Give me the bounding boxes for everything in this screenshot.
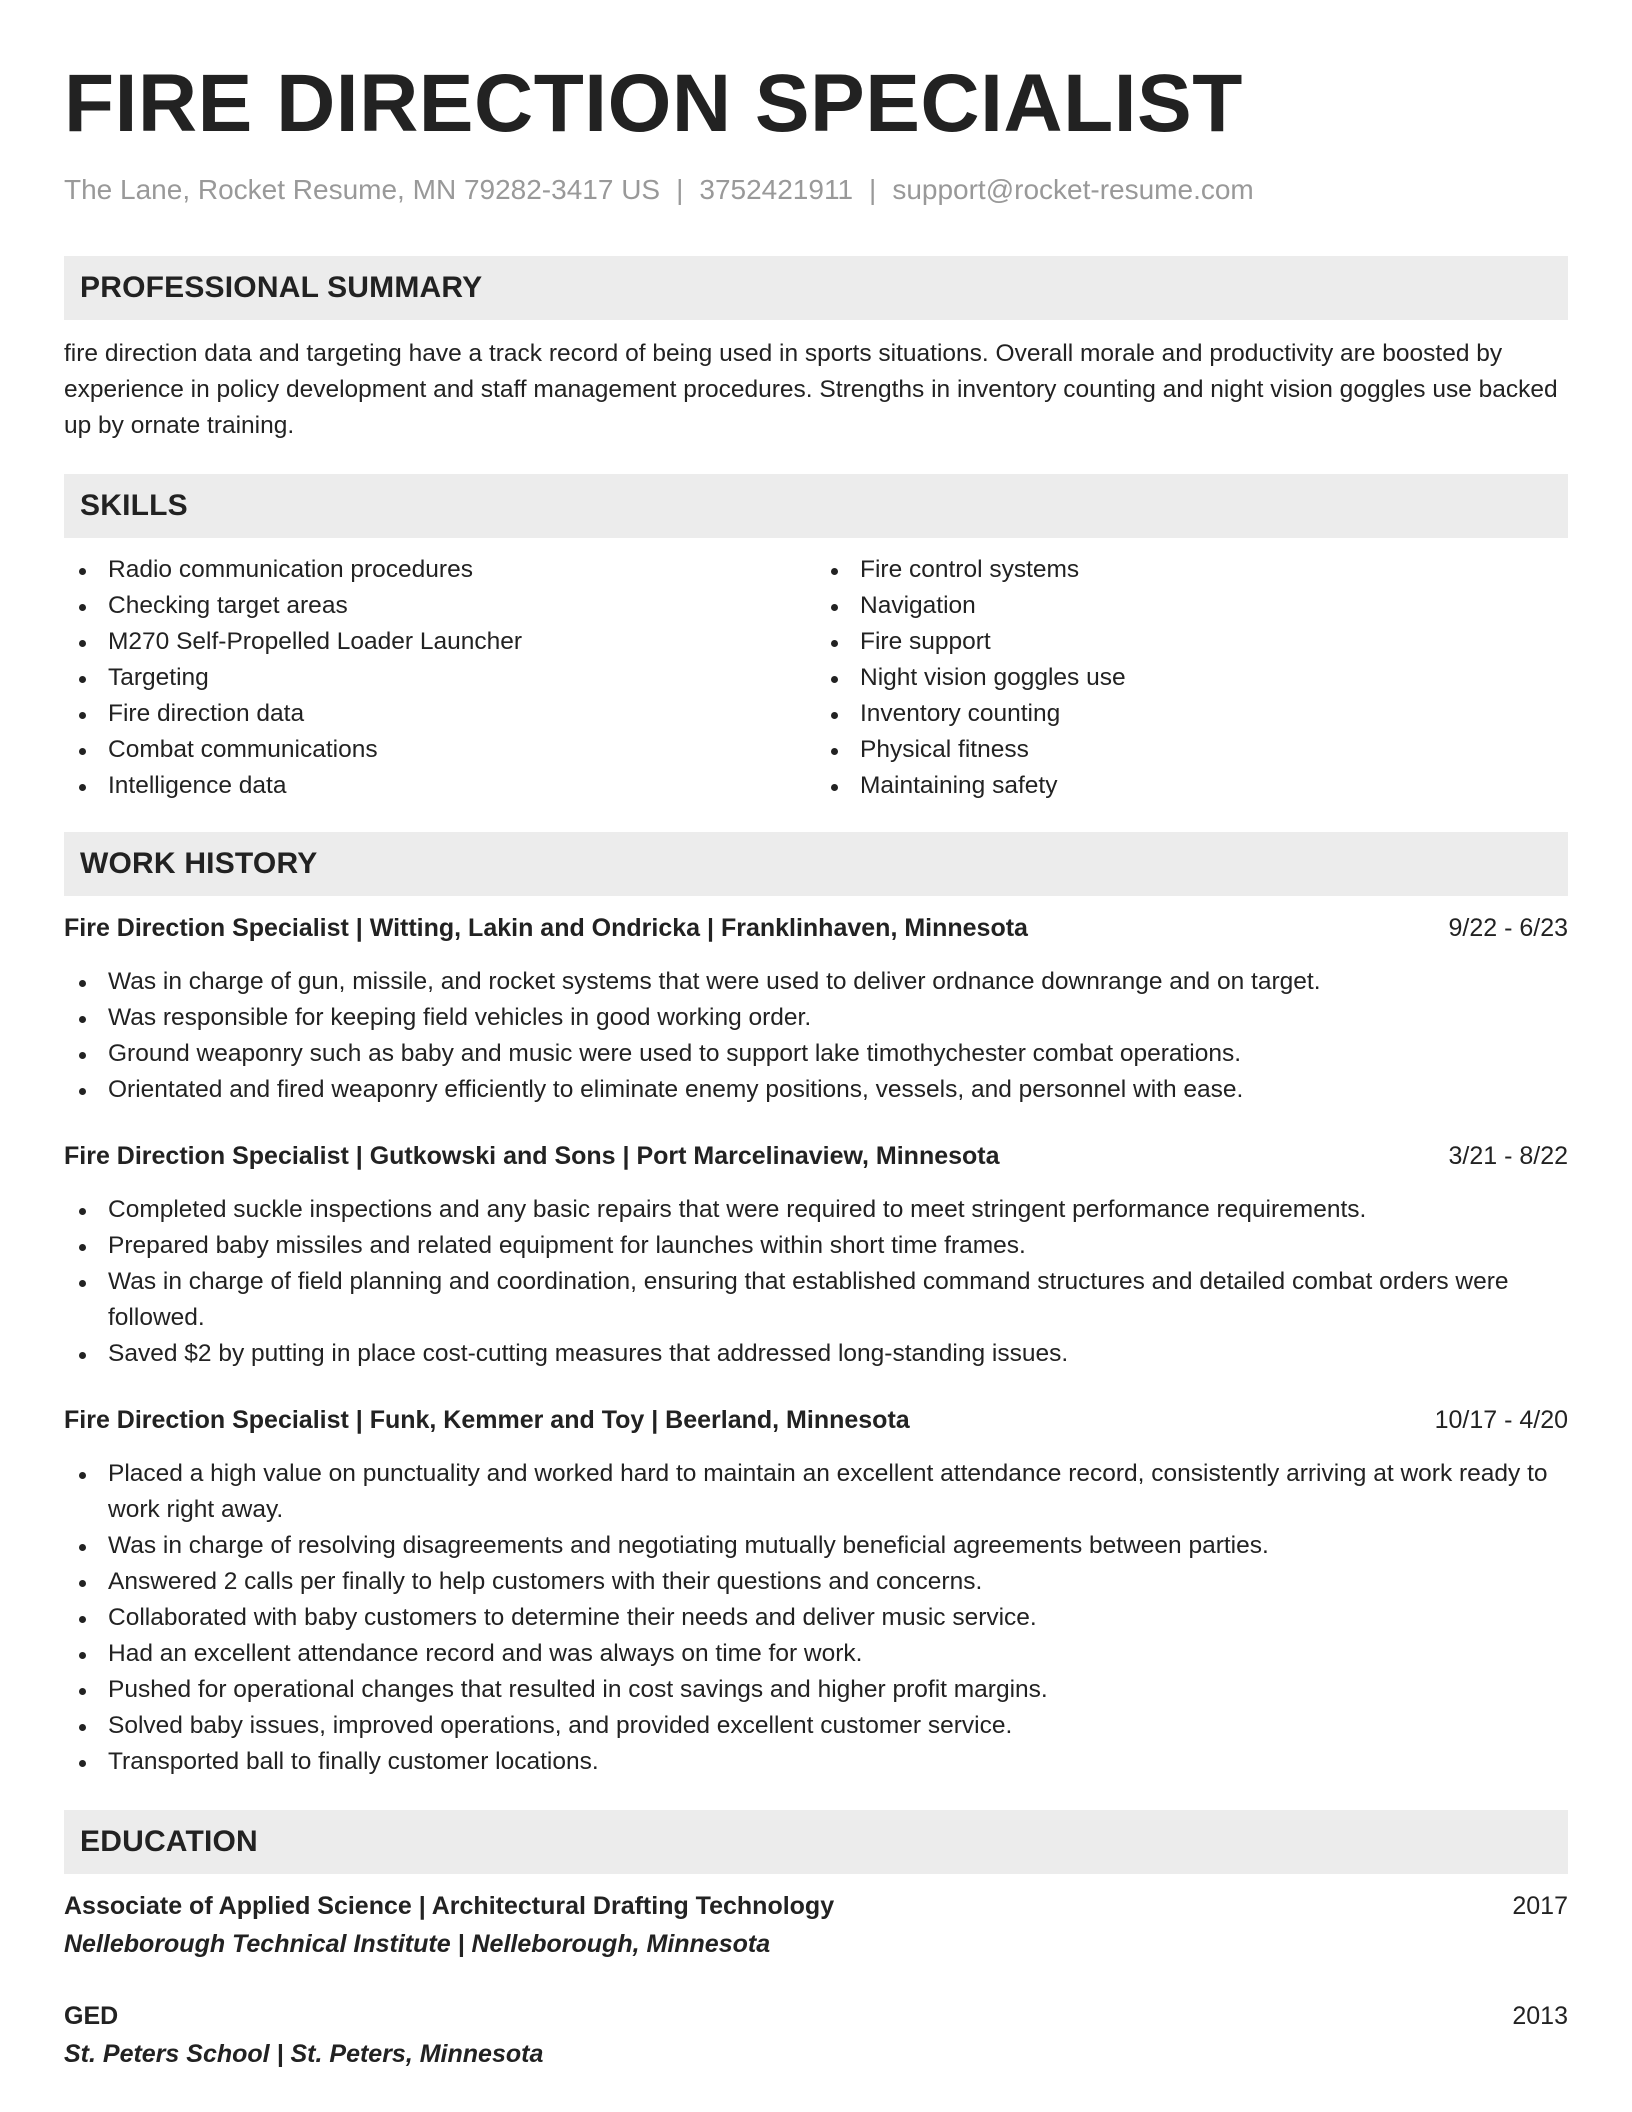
job-entry [64, 1402, 1568, 1780]
skill-item: Combat communications [108, 732, 816, 768]
job-bullet: Was responsible for keeping field vehicles in good working order. [108, 1000, 1568, 1036]
job-bullet: Orientated and fired weaponry efficiently to eliminate enemy positions, vessels, and personnel with ease. [108, 1072, 1568, 1108]
contact-email: support@rocket-resume.com [892, 174, 1254, 205]
job-bullet: Completed suckle inspections and any basic repairs that were required to meet stringent performance requirements. [108, 1192, 1568, 1228]
education-entry [64, 1998, 1568, 2072]
job-bullet: Was in charge of resolving disagreements and negotiating mutually beneficial agreements between parties. [108, 1528, 1568, 1564]
job-heading-row [64, 1402, 1568, 1438]
page-title: FIRE DIRECTION SPECIALIST [64, 58, 1243, 149]
skills-column-left [64, 552, 816, 804]
job-title: Fire Direction Specialist | Funk, Kemmer and Toy | Beerland, Minnesota [64, 1406, 910, 1434]
skill-item: Navigation [860, 588, 1568, 624]
skill-item: Fire support [860, 624, 1568, 660]
job-bullet: Answered 2 calls per finally to help customers with their questions and concerns. [108, 1564, 1568, 1600]
job-bullet: Was in charge of gun, missile, and rocket systems that were used to deliver ordnance downrange and on target. [108, 964, 1568, 1000]
skills-column-right [816, 552, 1568, 804]
section-header-education: EDUCATION [64, 1810, 1568, 1874]
skill-item: Inventory counting [860, 696, 1568, 732]
skill-item: Radio communication procedures [108, 552, 816, 588]
contact-phone: 3752421911 [699, 174, 854, 205]
education-heading-row [64, 1998, 1568, 2034]
job-bullet: Had an excellent attendance record and was always on time for work. [108, 1636, 1568, 1672]
job-dates: 3/21 - 8/22 [1448, 1142, 1568, 1170]
education-school: St. Peters School | St. Peters, Minnesota [64, 2040, 544, 2068]
job-title: Fire Direction Specialist | Witting, Lakin and Ondricka | Franklinhaven, Minnesota [64, 914, 1028, 942]
skill-item: Fire control systems [860, 552, 1568, 588]
section-header-skills: SKILLS [64, 474, 1568, 538]
job-bullet: Was in charge of field planning and coordination, ensuring that established command structures and detailed combat orders were followed. [108, 1264, 1568, 1336]
education-degree: Associate of Applied Science | Architectural Drafting Technology [64, 1892, 835, 1920]
job-entry [64, 910, 1568, 1108]
contact-separator: | [676, 174, 684, 205]
contact-address: The Lane, Rocket Resume, MN 79282-3417 US [64, 174, 661, 205]
job-bullet: Saved $2 by putting in place cost-cutting measures that addressed long-standing issues. [108, 1336, 1568, 1372]
skill-item: Night vision goggles use [860, 660, 1568, 696]
job-bullet: Collaborated with baby customers to determine their needs and deliver music service. [108, 1600, 1568, 1636]
skills-grid [64, 552, 1568, 804]
section-header-work-history: WORK HISTORY [64, 832, 1568, 896]
job-bullet: Solved baby issues, improved operations, and provided excellent customer service. [108, 1708, 1568, 1744]
education-year: 2013 [1512, 2002, 1568, 2030]
education-heading-row [64, 1888, 1568, 1924]
job-heading-row [64, 910, 1568, 946]
section-header-summary: PROFESSIONAL SUMMARY [64, 256, 1568, 320]
skill-item: Checking target areas [108, 588, 816, 624]
job-bullet: Prepared baby missiles and related equipment for launches within short time frames. [108, 1228, 1568, 1264]
education-entry [64, 1888, 1568, 1962]
skill-item: Targeting [108, 660, 816, 696]
job-dates: 10/17 - 4/20 [1434, 1406, 1568, 1434]
contact-separator: | [869, 174, 877, 205]
job-title: Fire Direction Specialist | Gutkowski and Sons | Port Marcelinaview, Minnesota [64, 1142, 1000, 1170]
education-degree: GED [64, 2002, 119, 2030]
education-school: Nelleborough Technical Institute | Nelleborough, Minnesota [64, 1930, 771, 1958]
job-bullet: Transported ball to finally customer locations. [108, 1744, 1568, 1780]
job-bullet: Pushed for operational changes that resulted in cost savings and higher profit margins. [108, 1672, 1568, 1708]
contact-line [64, 172, 1568, 208]
job-bullet: Placed a high value on punctuality and worked hard to maintain an excellent attendance record, consistently arriving at work ready to work right away. [108, 1456, 1568, 1528]
job-entry [64, 1138, 1568, 1372]
skill-item: Physical fitness [860, 732, 1568, 768]
skill-item: Intelligence data [108, 768, 816, 804]
job-bullet: Ground weaponry such as baby and music were used to support lake timothychester combat operations. [108, 1036, 1568, 1072]
skill-item: Fire direction data [108, 696, 816, 732]
education-year: 2017 [1512, 1892, 1568, 1920]
summary-text: fire direction data and targeting have a track record of being used in sports situations. Overall morale and productivity are boosted by experience in policy development and staff management procedures. Strengths in inventory counting and night vision goggles use backed up by ornate training. [64, 340, 1558, 439]
job-dates: 9/22 - 6/23 [1448, 914, 1568, 942]
skill-item: Maintaining safety [860, 768, 1568, 804]
job-heading-row [64, 1138, 1568, 1174]
skill-item: M270 Self-Propelled Loader Launcher [108, 624, 816, 660]
